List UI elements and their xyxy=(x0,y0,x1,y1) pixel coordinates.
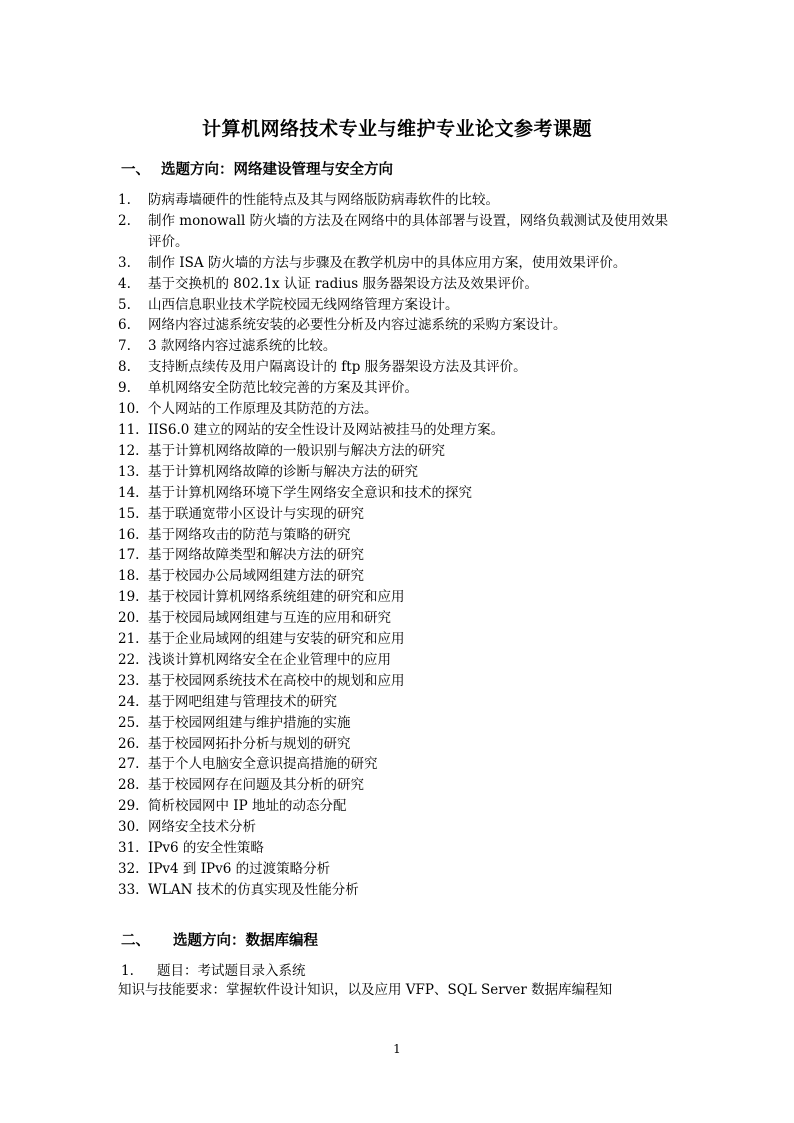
topic-number: 22. xyxy=(118,651,140,668)
topic-number: 33. xyxy=(118,881,140,898)
topic-item xyxy=(118,754,678,775)
topic-number: 9. xyxy=(118,380,131,397)
topic-number: 19. xyxy=(118,589,140,606)
topic-item xyxy=(118,859,678,880)
topic-number: 5. xyxy=(118,296,131,313)
topic-text: 基于校园计算机网络系统组建的研究和应用 xyxy=(148,589,405,606)
topic-number: 15. xyxy=(118,505,140,522)
topic-item xyxy=(118,336,678,357)
topic-number: 1. xyxy=(118,192,131,208)
topic-number: 6. xyxy=(118,317,131,334)
topic-number: 27. xyxy=(118,756,140,773)
topic-number: 11. xyxy=(118,421,140,438)
topic-number: 16. xyxy=(118,526,140,543)
topic-text: 基于校园网拓扑分析与规划的研究 xyxy=(148,735,351,752)
topic-text: 基于计算机网络环境下学生网络安全意识和技术的探究 xyxy=(148,484,472,501)
topic-number: 4. xyxy=(118,275,131,292)
topic-number: 23. xyxy=(118,672,140,689)
topic-text: WLAN 技术的仿真实现及性能分析 xyxy=(148,881,359,898)
topic-text: 制作 monowall 防火墙的方法及在网络中的具体部署与设置，网络负载测试及使用效果评价。 xyxy=(148,212,669,250)
topic-number: 25. xyxy=(118,714,140,731)
section-number: 二、 xyxy=(121,932,150,949)
topic-text: 个人网站的工作原理及其防范的方法。 xyxy=(148,401,378,418)
topic-text: 基于计算机网络故障的诊断与解决方法的研究 xyxy=(148,463,418,480)
topic-text: 基于校园办公局域网组建方法的研究 xyxy=(148,568,364,585)
topic-text: 支持断点续传及用户隔离设计的 ftp 服务器架设方法及其评价。 xyxy=(148,359,527,376)
topic-text: 基于校园网组建与维护措施的实施 xyxy=(148,714,351,731)
topic-text: 基于企业局域网的组建与安装的研究和应用 xyxy=(148,631,405,648)
topic-text: 题目：考试题目录入系统 xyxy=(157,963,306,979)
section-number: 一、 xyxy=(121,161,150,178)
topic-text: 基于计算机网络故障的一般识别与解决方法的研究 xyxy=(148,442,445,459)
topic-number: 17. xyxy=(118,547,140,564)
document-title: 计算机网络技术专业与维护专业论文参考课题 xyxy=(201,118,592,140)
topic-number: 20. xyxy=(118,610,140,627)
section-heading-text: 选题方向：数据库编程 xyxy=(173,932,318,949)
topic-item xyxy=(118,587,678,608)
topic-item xyxy=(118,483,678,504)
page-number: 1 xyxy=(393,1042,401,1056)
topic-number: 29. xyxy=(118,798,140,815)
section-heading-text: 选题方向：网络建设管理与安全方向 xyxy=(161,161,393,178)
topic-number: 12. xyxy=(118,442,140,459)
topic-item xyxy=(118,608,678,629)
topic-number: 7. xyxy=(118,338,131,355)
topic-text: 基于网络故障类型和解决方法的研究 xyxy=(148,547,364,564)
topic-item xyxy=(118,190,678,211)
topic-number: 1. xyxy=(121,963,134,979)
topic-number: 26. xyxy=(118,735,140,752)
topic-text: 山西信息职业技术学院校园无线网络管理方案设计。 xyxy=(148,296,459,313)
topic-text: 网络内容过滤系统安装的必要性分析及内容过滤系统的采购方案设计。 xyxy=(148,317,567,334)
topic-text: IIS6.0 建立的网站的安全性设计及网站被挂马的处理方案。 xyxy=(148,421,505,438)
topic-number: 21. xyxy=(118,631,140,648)
topic-text: 基于校园网系统技术在高校中的规划和应用 xyxy=(148,672,405,689)
topic-list xyxy=(118,190,678,901)
topic-item xyxy=(118,274,678,295)
topic-number: 13. xyxy=(118,463,140,480)
topic-item xyxy=(118,671,678,692)
topic-number: 2. xyxy=(118,212,131,229)
topic-item xyxy=(118,441,678,462)
topic-item xyxy=(118,357,678,378)
section-heading-database-programming xyxy=(121,929,318,950)
topic-item xyxy=(118,420,678,441)
topic-item xyxy=(118,713,678,734)
topic-text: 基于网络攻击的防范与策略的研究 xyxy=(148,526,351,543)
topic-item xyxy=(118,796,678,817)
topic-text: 简析校园网中 IP 地址的动态分配 xyxy=(148,798,347,815)
topic-number: 18. xyxy=(118,568,140,585)
topic-item xyxy=(118,253,678,274)
topic-text: 基于个人电脑安全意识提高措施的研究 xyxy=(148,756,378,773)
topic-number: 8. xyxy=(118,359,131,376)
topic-item xyxy=(118,566,678,587)
topic-number: 28. xyxy=(118,777,140,794)
topic-number: 31. xyxy=(118,840,140,857)
topic-text: 基于校园网存在问题及其分析的研究 xyxy=(148,777,364,794)
topic-item xyxy=(118,650,678,671)
topic-item xyxy=(118,734,678,755)
topic-number: 32. xyxy=(118,861,140,877)
topic-item xyxy=(118,399,678,420)
topic-number: 3. xyxy=(118,254,131,271)
topic-text: 网络安全技术分析 xyxy=(148,819,256,836)
topic-item xyxy=(118,838,678,859)
topic-item xyxy=(118,692,678,713)
topic-item xyxy=(118,525,678,546)
topic-text: 浅谈计算机网络安全在企业管理中的应用 xyxy=(148,651,391,668)
topic-number: 24. xyxy=(118,693,140,710)
topic-item xyxy=(118,295,678,316)
topic-text: 单机网络安全防范比较完善的方案及其评价。 xyxy=(148,380,418,397)
topic-item xyxy=(118,817,678,838)
topic-item xyxy=(118,462,678,483)
section-heading-network-security xyxy=(121,158,393,179)
topic-number: 10. xyxy=(118,401,140,418)
topic-item xyxy=(118,775,678,796)
topic-item xyxy=(118,545,678,566)
requirements-paragraph: 知识与技能要求：掌握软件设计知识，以及应用 VFP、SQL Server 数据库编程知 xyxy=(118,982,613,998)
topic-text: 基于联通宽带小区设计与实现的研究 xyxy=(148,505,364,522)
topic-text: 防病毒墙硬件的性能特点及其与网络版防病毒软件的比较。 xyxy=(148,192,499,208)
topic-item xyxy=(118,315,678,336)
topic-text: 3 款网络内容过滤系统的比较。 xyxy=(148,338,337,355)
topic-text: 基于交换机的 802.1x 认证 radius 服务器架设方法及效果评价。 xyxy=(148,275,539,292)
topic-item xyxy=(118,378,678,399)
topic-number: 30. xyxy=(118,819,140,836)
topic-item xyxy=(118,880,678,901)
topic-text: 基于网吧组建与管理技术的研究 xyxy=(148,693,337,710)
topic-number: 14. xyxy=(118,484,140,501)
topic-item xyxy=(118,504,678,525)
topic-item xyxy=(121,959,306,979)
topic-text: IPv6 的安全性策略 xyxy=(148,840,264,857)
topic-text: 基于校园局域网组建与互连的应用和研究 xyxy=(148,610,391,627)
topic-item xyxy=(118,629,678,650)
topic-item xyxy=(118,211,678,253)
topic-text: 制作 ISA 防火墙的方法与步骤及在教学机房中的具体应用方案，使用效果评价。 xyxy=(148,254,627,271)
topic-text: IPv4 到 IPv6 的过渡策略分析 xyxy=(148,861,331,877)
